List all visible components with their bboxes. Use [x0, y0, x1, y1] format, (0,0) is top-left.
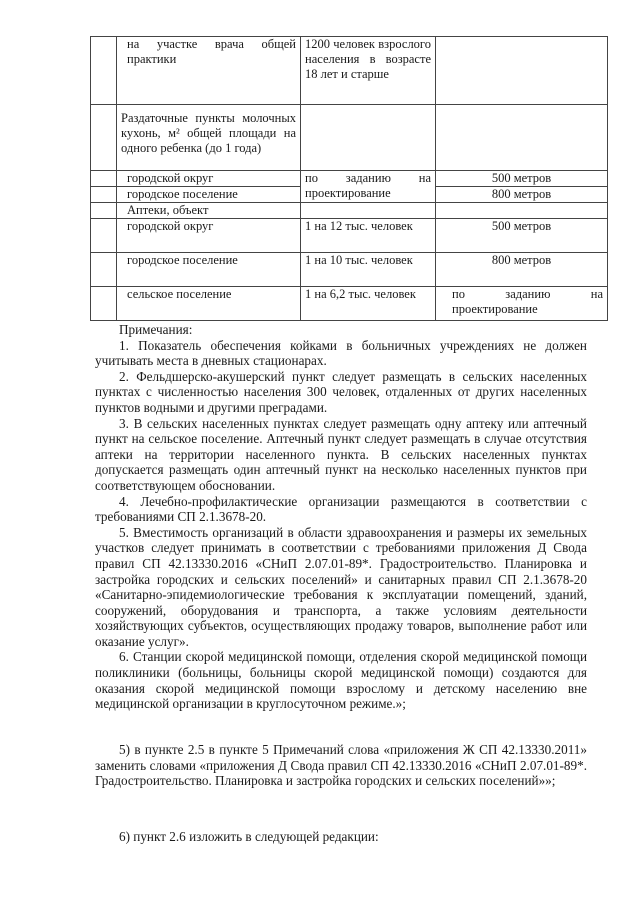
- table-cell-radius: [436, 203, 608, 219]
- table-cell-name: сельское поселение: [117, 287, 301, 321]
- table-cell-name: городское поселение: [117, 253, 301, 287]
- table-row: [91, 253, 608, 287]
- table-cell-radius: 500 метров: [436, 219, 608, 253]
- table-cell-radius: [436, 37, 608, 105]
- table-cell-norm: 1 на 12 тыс. человек: [301, 219, 436, 253]
- table-cell-radius: [436, 105, 608, 171]
- note-item: 1. Показатель обеспечения койками в больничных учреждениях не должен учитывать места в дневных стационарах.: [95, 337, 587, 369]
- table-cell-index: [91, 105, 117, 171]
- table-cell-norm: 1 на 10 тыс. человек: [301, 253, 436, 287]
- table-cell-index: [91, 219, 117, 253]
- notes-section: [95, 322, 587, 712]
- note-item: 3. В сельских населенных пунктах следует размещать одну аптеку или аптечный пункт на сельское поселение. Аптечный пункт следует размещать в случае отсутствия аптеки на территории населенного пункта. В сельских населенных пунктах допускается размещать один аптечный пункт на несколько населенных пунктов при соответствующем обосновании.: [95, 415, 587, 493]
- table-cell-norm: 1 на 6,2 тыс. человек: [301, 287, 436, 321]
- table-row: [91, 171, 608, 187]
- table-row: [91, 203, 608, 219]
- table-cell-index: [91, 187, 117, 203]
- note-item: 5. Вместимость организаций в области здравоохранения и размеры их земельных участков следует принимать в соответствии с требованиями приложения Д Свода правил СП 42.13330.2016 «СНиП 2.07.01-89*. Градостроительство. Планировка и застройка городских и сельских поселений» и санитарных правил СП 2.1.3678-20 «Санитарно-эпидемиологические требования к эксплуатации помещений, зданий, сооружений, оборудования и транспорта, а также условиям деятельности хозяйствующих субъектов, осуществляющих продажу товаров, выполнение работ или оказание услуг».: [95, 524, 587, 649]
- note-item: 2. Фельдшерско-акушерский пункт следует размещать в сельских населенных пунктах с численностью населения 300 человек, отдаленных от других населенных пунктов водными и другими преградами.: [95, 368, 587, 415]
- amendment-text: 6) пункт 2.6 изложить в следующей редакции:: [119, 829, 379, 844]
- table-row: [91, 287, 608, 321]
- norms-table: [90, 36, 608, 321]
- table-cell-index: [91, 171, 117, 187]
- note-item: 6. Станции скорой медицинской помощи, отделения скорой медицинской помощи поликлиники (больницы, больницы скорой медицинской помощи) создаются для оказания скорой медицинской помощи взрослому и детскому населению вне медицинской организации в круглосуточном режиме.»;: [95, 649, 587, 712]
- amendment-item-6: [95, 829, 587, 845]
- table-cell-norm: [301, 203, 436, 219]
- table-cell-name: на участке врача общей практики: [117, 37, 301, 105]
- note-item: 4. Лечебно-профилактические организации размещаются в соответствии с требованиями СП 2.1.3678-20.: [95, 493, 587, 525]
- table-cell-index: [91, 203, 117, 219]
- table-cell-index: [91, 287, 117, 321]
- amendment-item-5: [95, 742, 587, 789]
- table-cell-name: городской округ: [117, 171, 301, 187]
- table-cell-norm: 1200 человек взрослого населения в возрасте 18 лет и старше: [301, 37, 436, 105]
- table-row: [91, 37, 608, 105]
- table-cell-radius: 800 метров: [436, 187, 608, 203]
- table-cell-index: [91, 37, 117, 105]
- table-cell-norm: по заданию на проектирование: [301, 171, 436, 203]
- table-cell-name: городское поселение: [117, 187, 301, 203]
- table-cell-index: [91, 253, 117, 287]
- table-cell-name: Раздаточные пункты молочных кухонь, м² общей площади на одного ребенка (до 1 года): [117, 105, 301, 171]
- amendment-text: 5) в пункте 2.5 в пункте 5 Примечаний слова «приложения Ж СП 42.13330.2011» заменить словами «приложения Д Свода правил СП 42.13330.2016 «СНиП 2.07.01-89*. Градостроительство. Планировка и застройка городских и сельских поселений»»;: [95, 742, 587, 789]
- table-row: [91, 105, 608, 171]
- table-cell-norm: [301, 105, 436, 171]
- notes-heading: Примечания:: [119, 322, 193, 337]
- table-cell-name: Аптеки, объект: [117, 203, 301, 219]
- table-cell-radius: 500 метров: [436, 171, 608, 187]
- table-cell-radius: 800 метров: [436, 253, 608, 287]
- table-cell-name: городской округ: [117, 219, 301, 253]
- table-cell-radius: по заданию на проектирование: [436, 287, 608, 321]
- table-row: [91, 219, 608, 253]
